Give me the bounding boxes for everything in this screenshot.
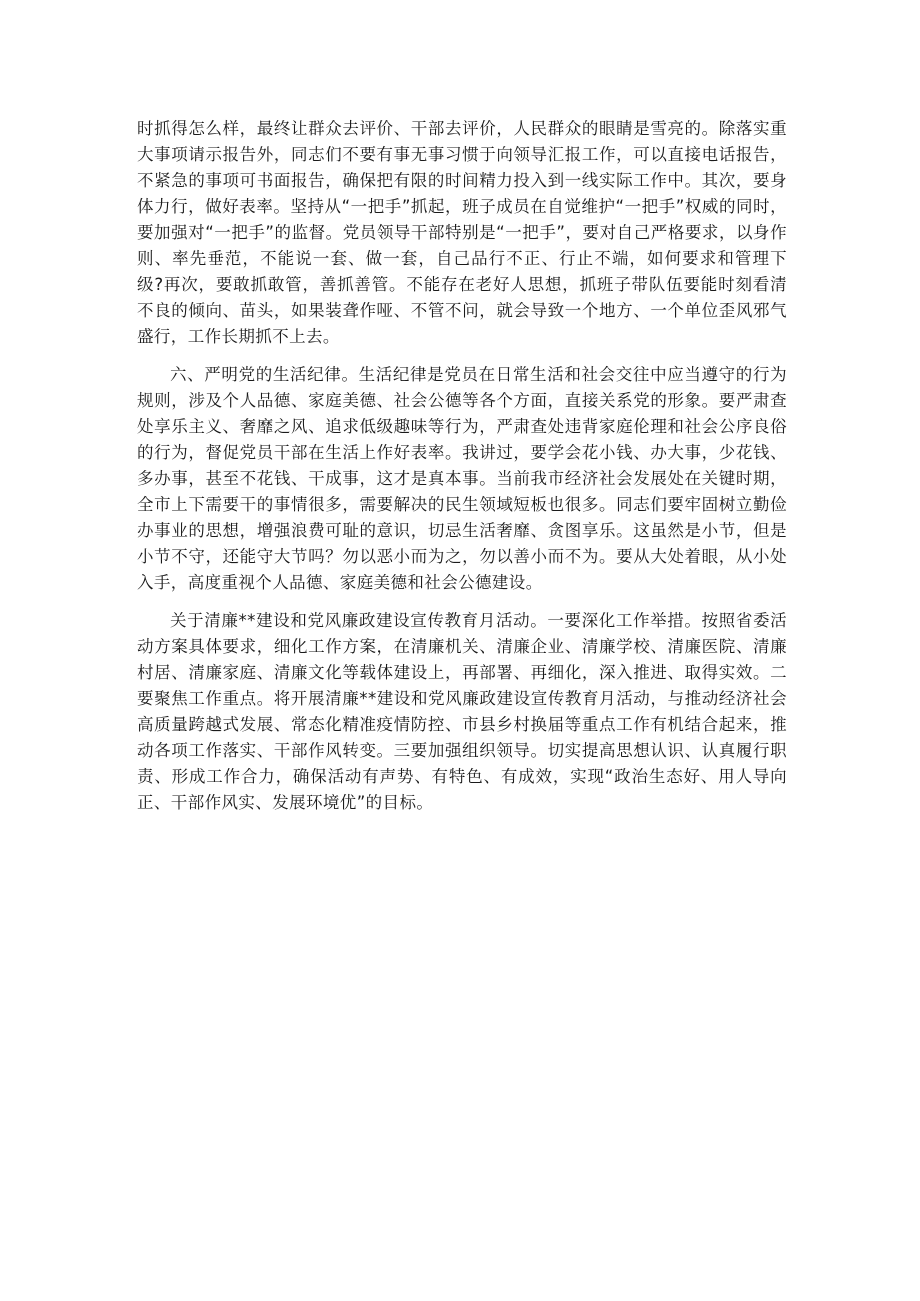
paragraph-continuation: 时抓得怎么样，最终让群众去评价、干部去评价，人民群众的眼睛是雪亮的。除落实重大事项请示报告外，同志们不要有事无事习惯于向领导汇报工作，可以直接电话报告，不紧急的事项可书面报告，确保把有限的时间精力投入到一线实际工作中。其次，要身体力行，做好表率。坚持从“一把手”抓起，班子成员在自觉维护“一把手”权威的同时，要加强对“一把手”的监督。党员领导干部特别是“一把手”，要对自己严格要求，以身作则、率先垂范，不能说一套、做一套，自己品行不正、行止不端，如何要求和管理下级?再次，要敢抓敢管，善抓善管。不能存在老好人思想，抓班子带队伍要能时刻看清不良的倾向、苗头，如果装聋作哑、不管不问，就会导致一个地方、一个单位歪风邪气盛行，工作长期抓不上去。 — [137, 119, 787, 346]
paragraph-clean-government-campaign: 关于清廉**建设和党风廉政建设宣传教育月活动。一要深化工作举措。按照省委活动方案具体要求，细化工作方案，在清廉机关、清廉企业、清廉学校、清廉医院、清廉村居、清廉家庭、清廉文化等载体建设上，再部署、再细化，深入推进、取得实效。二要聚焦工作重点。将开展清廉**建设和党风廉政建设宣传教育月活动，与推动经济社会高质量跨越式发展、常态化精准疫情防控、市县乡村换届等重点工作有机结合起来，推动各项工作落实、干部作风转变。三要加强组织领导。切实提高思想认识、认真履行职责、形成工作合力，确保活动有声势、有特色、有成效，实现“政治生态好、用人导向正、干部作风实、发展环境优”的目标。 — [137, 611, 787, 812]
document-body — [137, 116, 787, 828]
paragraph-life-discipline: 六、严明党的生活纪律。生活纪律是党员在日常生活和社会交往中应当遵守的行为规则，涉及个人品德、家庭美德、社会公德等各个方面，直接关系党的形象。要严肃查处享乐主义、奢靡之风、追求低级趣味等行为，严肃查处违背家庭伦理和社会公序良俗的行为，督促党员干部在生活上作好表率。我讲过，要学会花小钱、办大事，少花钱、多办事，甚至不花钱、干成事，这才是真本事。当前我市经济社会发展处在关键时期，全市上下需要干的事情很多，需要解决的民生领域短板也很多。同志们要牢固树立勤俭办事业的思想，增强浪费可耻的意识，切忌生活奢靡、贪图享乐。这虽然是小节，但是小节不守，还能守大节吗？勿以恶小而为之，勿以善小而不为。要从大处着眼，从小处入手，高度重视个人品德、家庭美德和社会公德建设。 — [137, 365, 787, 592]
